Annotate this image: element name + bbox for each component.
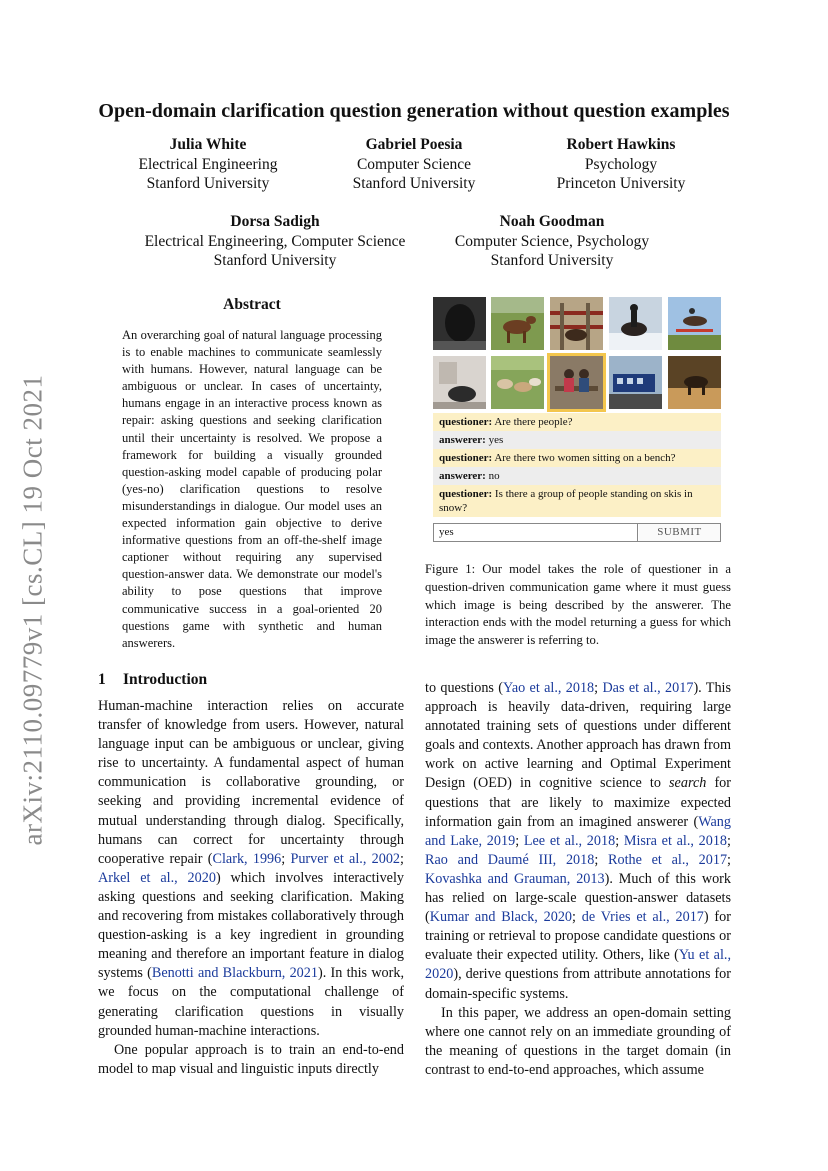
author-affiliation: Stanford University: [213, 252, 337, 269]
thumbnail-cattle-pasture[interactable]: [491, 356, 544, 409]
thumbnail-train-station[interactable]: [609, 356, 662, 409]
author-department: Electrical Engineering, Computer Science: [144, 232, 406, 250]
author-block: [526, 135, 716, 194]
questioner-turn: questioner: Are there people?: [433, 413, 721, 431]
thumbnail-horse-fence[interactable]: [550, 297, 603, 350]
thumbnail-horse-jump[interactable]: [668, 297, 721, 350]
thumbnail-dog-rug[interactable]: [433, 356, 486, 409]
intro-paragraph: to questions (Yao et al., 2018; Das et al., 2017). This approach is heavily data-driven, requiring large annotated training sets of questions under different goals and contexts. Another approach has drawn from work on active learning and Optimal Experiment Design (OED) in cognitive science to search for questions that are likely to maximize expected information gain from an imagined answerer (Wang and Lake, 2019; Lee et al., 2018; Misra et al., 2018; Rao and Daumé III, 2018; Rothe et al., 2017; Kovashka and Grauman, 2013). Much of this work has relied on large-scale question-answer datasets (Kumar and Black, 2020; de Vries et al., 2017) for training or retrieval to propose candidate questions or evaluate their expected utility. Others, like (Yu et al., 2020), derive questions from attribute annotations for domain-specific systems.: [425, 680, 732, 1002]
author-department: Psychology: [584, 155, 658, 173]
thumbnail-dark-portrait[interactable]: [433, 297, 486, 350]
author-name: Robert Hawkins: [566, 136, 676, 153]
author-name: Julia White: [169, 136, 247, 153]
author-department: Computer Science: [356, 155, 472, 173]
questioner-turn: questioner: Are there two women sitting on a bench?: [433, 449, 721, 467]
abstract-text: An overarching goal of natural language processing is to enable machines to communicate seamlessly with humans. However, natural language can be ambiguous or unclear. In cases of uncertainty, humans engage in an interactive process known as repair: asking questions and seeking clarification until their uncertainty is resolved. We propose a framework for building a visually grounded question-asking model capable of producing polar (yes-no) clarification questions to resolve misunderstandings in dialogue. Our model uses an expected information gain objective to derive informative questions from an off-the-shelf image captioner without requiring any supervised question-answer data. We demonstrate our model's ability to pose questions that improve communicative success in a goal-oriented 20 questions game with synthetic and human answerers.: [122, 328, 382, 650]
author-department: Electrical Engineering: [138, 155, 278, 173]
paper-title: Open-domain clarification question generation without question examples: [98, 100, 730, 122]
intro-right-column: [425, 679, 731, 1080]
submit-button[interactable]: SUBMIT: [639, 524, 720, 541]
author-affiliation: Stanford University: [352, 175, 476, 192]
citation-link[interactable]: de Vries et al., 2017: [581, 909, 704, 926]
author-affiliation: Stanford University: [490, 252, 614, 269]
citation-link[interactable]: Wang and Lake, 2019: [425, 813, 731, 849]
author-block: [113, 135, 303, 194]
dialog-transcript: [433, 413, 721, 519]
citation-link[interactable]: Rao and Daumé III, 2018: [425, 851, 595, 868]
thumbnail-women-bench-selected[interactable]: [550, 356, 603, 409]
author-affiliation: Stanford University: [146, 175, 270, 192]
citation-link[interactable]: Rothe et al., 2017: [608, 851, 728, 868]
thumbnail-horse-field[interactable]: [491, 297, 544, 350]
author-department: Computer Science, Psychology: [454, 232, 650, 250]
citation-link[interactable]: Kovashka and Grauman, 2013: [425, 870, 605, 887]
citation-link[interactable]: Kumar and Black, 2020: [429, 909, 573, 926]
answerer-turn: answerer: no: [433, 467, 721, 485]
abstract-heading: Abstract: [223, 296, 281, 313]
section-heading: 1 Introduction: [98, 671, 208, 688]
author-block: [120, 212, 430, 271]
citation-link[interactable]: Yu et al., 2020: [425, 947, 732, 983]
citation-link[interactable]: Arkel et al., 2020: [98, 869, 216, 886]
citation-link[interactable]: Yao et al., 2018: [503, 680, 595, 696]
author-name: Noah Goodman: [499, 213, 605, 230]
thumbnail-rider-snow[interactable]: [609, 297, 662, 350]
answer-input[interactable]: yes: [434, 524, 638, 541]
intro-left-column: [98, 697, 404, 1079]
answerer-turn: answerer: yes: [433, 431, 721, 449]
citation-link[interactable]: Benotti and Blackburn, 2021: [151, 965, 318, 982]
citation-link[interactable]: Misra et al., 2018: [623, 832, 728, 849]
figure-caption: Figure 1: Our model takes the role of questioner in a question-driven communication game where it must guess which image is being described by the answerer. The interaction ends with the model returning a guess for which image the answerer is referring to.: [425, 562, 731, 648]
citation-link[interactable]: Das et al., 2017: [602, 680, 694, 696]
citation-link[interactable]: Purver et al., 2002: [290, 850, 401, 867]
arxiv-identifier: arXiv:2110.09779v1 [cs.CL] 19 Oct 2021: [17, 374, 48, 846]
author-name: Gabriel Poesia: [365, 136, 463, 153]
author-name: Dorsa Sadigh: [230, 213, 320, 230]
answer-form: [433, 523, 721, 542]
author-block: [319, 135, 509, 194]
author-block: [432, 212, 672, 271]
intro-paragraph: One popular approach is to train an end-to-end model to map visual and linguistic inputs directly: [98, 1041, 404, 1077]
citation-link[interactable]: Lee et al., 2018: [523, 832, 616, 849]
image-grid: [433, 297, 721, 409]
questioner-turn: questioner: Is there a group of people standing on skis in snow?: [433, 485, 721, 517]
citation-link[interactable]: Clark, 1996: [212, 850, 282, 867]
author-affiliation: Princeton University: [556, 175, 686, 192]
intro-paragraph: In this paper, we address an open-domain setting where one cannot rely on an immediate grounding of the meaning of questions in the target domain (in contrast to end-to-end approaches, which assume: [425, 1004, 731, 1078]
intro-paragraph: Human-machine interaction relies on accurate transfer of knowledge from users. However, natural language input can be ambiguous or unclear, giving rise to uncertainty. A fundamental aspect of human communication is collaborative grounding, or seeking and providing incremental evidence of mutual understanding through dialog. Specifically, humans can correct for uncertainty through cooperative repair (Clark, 1996; Purver et al., 2002; Arkel et al., 2020) which involves interactively asking questions and seeking clarification. Making and recovering from mistakes collaboratively through question-asking is a key ingredient in grounding meaning and therefore an important feature in dialog systems (Benotti and Blackburn, 2021). In this work, we focus on the computational challenge of generating clarification questions in visually grounded human-machine interactions.: [98, 698, 405, 1039]
thumbnail-horse-beach[interactable]: [668, 356, 721, 409]
